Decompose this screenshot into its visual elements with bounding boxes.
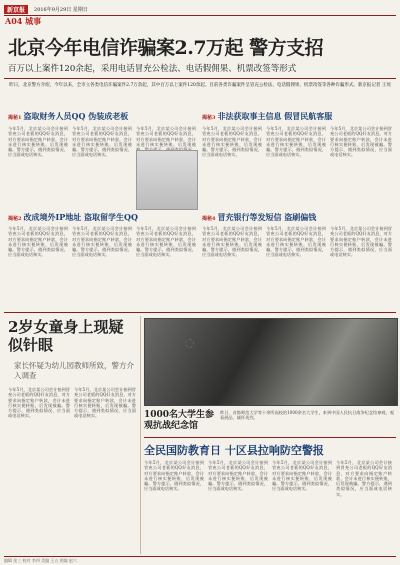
body-column: 今年5月，北京某公司会计接到冒充公司老板的QQ好友消息，对方要求向指定账户转款，会计未进行核实便转账，后发现被骗。警方提示，遇到类似情况，应当面或电话核实。 [74, 387, 136, 419]
body-column: 今年5月，北京某公司会计接到冒充公司老板的QQ好友消息，对方要求向指定账户转款，会计未进行核实便转账，后发现被骗。警方提示，遇到类似情况，应当面或电话核实。 [202, 126, 262, 158]
body-column: 今年5月，北京某公司会计接到冒充公司老板的QQ好友消息，对方要求向指定账户转款，会计未进行核实便转账，后发现被 [136, 126, 196, 147]
body-column: 今年5月，北京某公司会计接到冒充公司老板的QQ好友消息，对方要求向指定账户转款，会计未进行核实便转账，后发现被骗。警方提示，遇到类似情况，应当面或电话核实。 [72, 226, 132, 258]
divider [4, 312, 396, 313]
kicker-1 [8, 111, 128, 122]
body-column: 今年5月，北京某公司会计接到冒充公司老板的QQ好友消息，对方要求向指定账户转款，会计未进行核实便转账，后发现被骗。警方提示，遇到类似情况，应当面或电话核实。 [8, 387, 70, 419]
kicker-3 [202, 111, 332, 122]
kicker-tag: 揭秘3 [202, 115, 216, 121]
body-column: 今年5月，北京某公司会计接到冒充公司老板的QQ好友消息，对方要求向指定账户转款，会计未进行核实便转账，后发现被骗。警方提示，遇到类似情况，应当面或电话核实。 [202, 226, 262, 258]
masthead [4, 3, 396, 16]
kicker-tag: 揭秘4 [202, 216, 216, 222]
museum-photo [144, 318, 398, 406]
main-subhead: 百万以上案件120余起，采用电话冒充公检法、电话假佣果、机票改签等形式 [8, 64, 297, 74]
body-column: 今年5月，北京某公司会计接到冒充公司老板的QQ好友消息，对方要求向指定账户转款，会计未进行核实便转账，后发现被骗。警方提示，遇到类似情况，应当面或电话核实。 [8, 126, 68, 158]
body-column: 今年5月，北京某公司会计接到冒充公司老板的QQ好友消息，对方要求向指定账户转款，会计未进行核实便转账，后发现被骗。警方提示，遇到类似情况，应当面或电话核实。 [336, 460, 392, 497]
main-headline: 北京今年电信诈骗案2.7万起 警方支招 [8, 37, 324, 59]
lead-paragraph: 昨日，北京警方介绍，今年以来，全市立各类电信诈骗案件2.7万余起，其中百万以上案件120余起。目前各类诈骗案件呈冒充公检法、电话假佣果、机票改签等各种诈骗形式。新京报记者 王瑶 [9, 83, 391, 88]
kicker-text: 盗取财务人员QQ 伪装成老板 [23, 111, 129, 121]
body-column: 今年5月，北京某公司会计接到冒充公司老板的QQ好友消息，对方要求向指定账户转款，会计未进行核实便转账，后发现被骗。警方提示，遇到类似情况，应当面或电话核实。 [208, 460, 268, 492]
kicker-2 [8, 212, 138, 223]
column-divider [140, 316, 141, 554]
photo-detail [185, 339, 194, 348]
side-subhead: 家长怀疑为幼儿园教师所致，警方介入调查 [14, 361, 134, 380]
masthead-logo: 新京报 [4, 5, 28, 14]
body-column: 今年5月，北京某公司会计接到冒充公司老板的QQ好友消息，对方要求向指定账户转款，会计未进行核实便转账，后发现被骗。警方提示，遇到类似情况，应当面或电话核实。 [266, 126, 326, 158]
divider [4, 78, 396, 79]
photo-detail [295, 349, 304, 358]
body-column: 今年5月，北京某公司会计接到冒充公司老板的QQ好友消息，对方要求向指定账户转款，会计未进行核实便转账，后发现被骗。警方提示，遇到类似情况，应当面或电话核实。 [330, 226, 392, 258]
section-label: A04 城事 [5, 16, 42, 26]
body-column: 今年5月，北京某公司会计接到冒充公司老板的QQ好友消息，对方要求向指定账户转款，会计未进行核实便转账，后发现被骗。警方提示，遇到类似情况，应当面或电话核实。 [266, 226, 326, 258]
body-column: 今年5月，北京某公司会计接到冒充公司老板的QQ好友消息，对方要求向指定账户转款，会计未进行核实便转账，后发现被骗。警方提示，遇到类似情况，应当面或电话核实。 [330, 126, 392, 158]
kicker-text: 改成境外IP地址 盗取留学生QQ [23, 212, 138, 222]
kicker-tag: 揭秘2 [8, 216, 22, 222]
divider [144, 437, 396, 438]
kicker-text: 非法获取事主信息 假冒民航客服 [217, 111, 333, 121]
kicker-tag: 揭秘1 [8, 115, 22, 121]
page-footer: 编辑 张三 校对 李四 美编 王五 图编 赵六 [4, 556, 396, 564]
body-column: 今年5月，北京某公司会计接到冒充公司老板的QQ好友消息，对方要求向指定账户转款，会计未进行核实便转账，后发现被骗。警方提示，遇到类似情况，应当面或电话核实。 [272, 460, 332, 492]
kicker-text: 冒充银行等发短信 盗刷偏钱 [217, 212, 317, 222]
photo-caption-title: 1000名大学生参观抗战纪念馆 [144, 410, 215, 431]
body-column: 今年5月，北京某公司会计接到冒充公司老板的QQ好友消息，对方要求向指定账户转款，会计未进行核实便转账，后发现被骗。警方提示，遇到类似情况，应当面或电话核实。 [72, 126, 132, 158]
kicker-4 [202, 212, 316, 223]
body-column: 今年5月，北京某公司会计接到冒充公司老板的QQ好友消息，对方要求向指定账户转款，会计未进行核实便转账，后发现被骗。警方提示，遇到类似情况，应当面或电话核实。 [8, 226, 68, 258]
body-column: 今年5月，北京某公司会计接到冒充公司老板的QQ好友消息，对方要求向指定账户转款，会计未进行核实便转账，后发现被骗。警方提示，遇到类似情况，应当面或电话核实。 [144, 460, 204, 492]
masthead-date: 2016年9月29日 星期日 [34, 6, 88, 13]
article-photo [136, 150, 198, 210]
bottom-headline: 全民国防教育日 十区县拉响防空警报 [144, 444, 324, 457]
photo-caption-text: 昨日，首都师范大学等十余所高校的1000余名大学生，来到中国人民抗日战争纪念馆参观，观看展品，缅怀英烈。 [220, 410, 394, 421]
side-headline: 2岁女童身上现疑似针眼 [8, 318, 124, 354]
body-column: 今年5月，北京某公司会计接到冒充公司老板的QQ好友消息，对方要求向指定账户转款，会计未进行核实便转账，后发现被骗。警方提示，遇到类似情况，应当面或电话核实。 [136, 226, 196, 258]
